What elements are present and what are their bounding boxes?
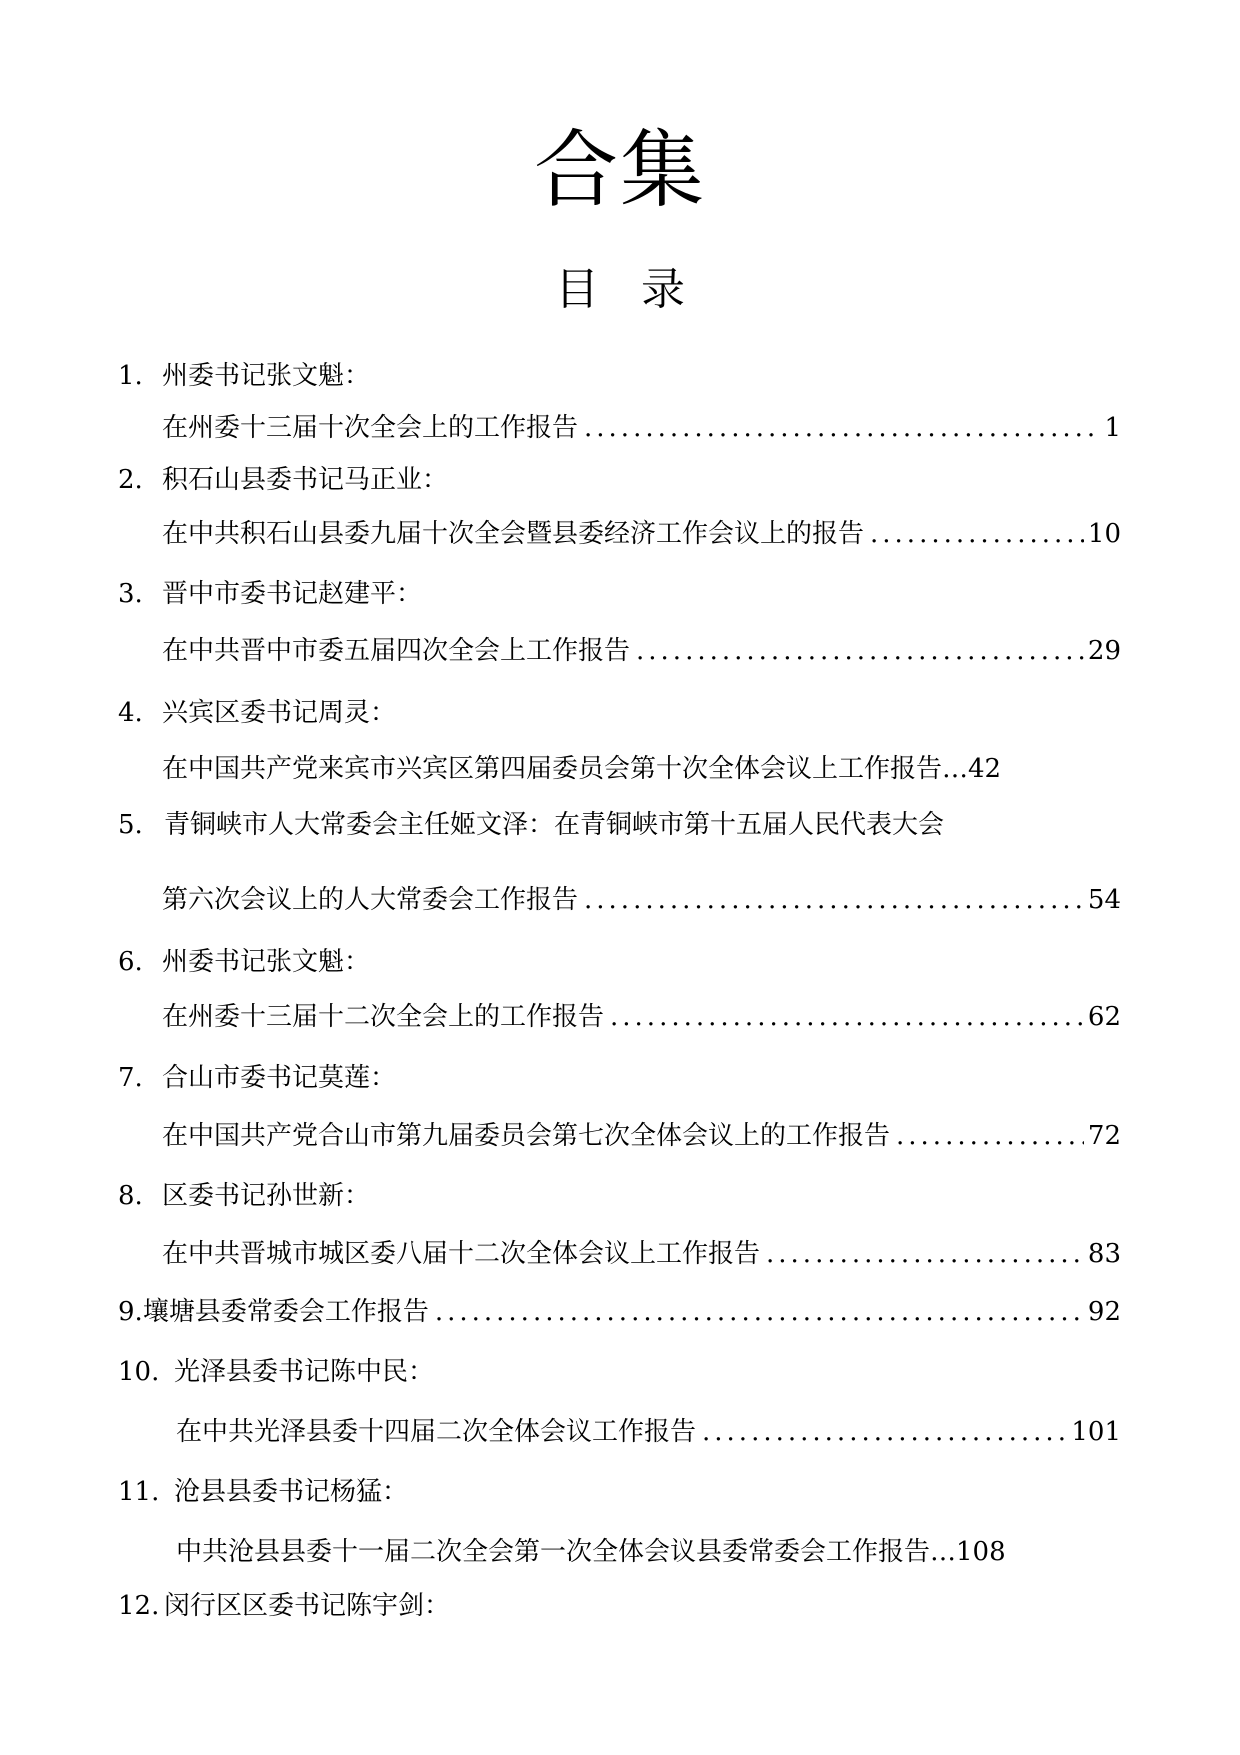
toc-entry-title: 在中共晋城市城区委八届十二次全体会议上工作报告 [162,1239,761,1269]
toc-entry-link[interactable] [176,1530,1121,1574]
toc-item-heading [118,803,944,847]
toc-item-number: 2. [118,465,143,495]
toc-item-number: 5. [118,810,143,840]
toc-item-author: 沧县县委书记杨猛： [174,1477,409,1507]
dot-leader [896,1114,1084,1158]
toc-entry-link[interactable] [162,406,1121,450]
toc-entry-title: 在中国共产党来宾市兴宾区第四届委员会第十次全体会议上工作报告 [162,754,943,784]
toc-entry-link[interactable] [162,878,1121,922]
dot-leader [766,1232,1084,1276]
toc-item-author: 晋中市委书记赵建平： [162,579,423,609]
toc-entry-title: 在州委十三届十次全会上的工作报告 [162,413,579,443]
toc-entry-link[interactable] [162,747,1121,791]
toc-entry-title: 壤塘县委常委会工作报告 [142,1297,429,1327]
toc-item-number: 3. [118,579,143,609]
toc-page-number: 54 [1087,885,1121,915]
toc-item-number: 4. [118,698,143,728]
toc-page-number: 10 [1087,519,1121,549]
toc-item-heading [118,458,448,502]
toc-item-number: 1. [118,361,143,391]
toc-item-heading [118,1350,434,1394]
toc-item-number: 12. [118,1591,160,1621]
toc-item-author: 闵行区区委书记陈宇剑： [164,1591,451,1621]
toc-item-author: 光泽县委书记陈中民： [174,1357,435,1387]
toc-item-heading [118,354,370,398]
toc-entry-link[interactable] [162,512,1121,556]
toc-item-heading [118,1470,408,1514]
toc-item-author: 青铜峡市人大常委会主任姬文泽：在青铜峡市第十五届人民代表大会 [164,810,945,840]
toc-item-author: 州委书记张文魁： [162,947,371,977]
toc-item-heading [118,1056,396,1100]
toc-entry-title: 在中共晋中市委五届四次全会上工作报告 [162,636,631,666]
toc-page-number: … 108 [930,1530,1006,1574]
toc-entry-title: 中共沧县县委十一届二次全会第一次全体会议县委常委会工作报告 [176,1537,931,1567]
dot-leader [636,629,1084,673]
toc-entry-link[interactable] [162,1232,1121,1276]
toc-page-number: 101 [1071,1417,1121,1447]
toc-entry-title: 在中共光泽县委十四届二次全体会议工作报告 [176,1417,697,1447]
toc-item-author: 兴宾区委书记周灵： [162,698,397,728]
toc-entry-title: 第六次会议上的人大常委会工作报告 [162,885,579,915]
toc-entry-link[interactable] [162,1114,1121,1158]
toc-item-heading [118,940,370,984]
toc-item-number: 10. [118,1357,160,1387]
toc-entry-title: 在中共积石山县委九届十次全会暨县委经济工作会议上的报告 [162,519,865,549]
toc-item-number: 9. [118,1297,143,1327]
dot-leader [435,1290,1084,1334]
toc-item-author: 积石山县委书记马正业： [162,465,449,495]
toc-page-number: 83 [1087,1239,1121,1269]
toc-entry-title: 在中国共产党合山市第九届委员会第七次全体会议上的工作报告 [162,1121,891,1151]
toc-item-author: 州委书记张文魁： [162,361,371,391]
dot-leader [584,878,1084,922]
toc-entry-link[interactable] [176,1410,1121,1454]
dot-leader [702,1410,1067,1454]
toc-item-number: 6. [118,947,143,977]
dot-leader [610,995,1084,1039]
toc-entry-link[interactable] [162,995,1121,1039]
toc-item-author: 区委书记孙世新： [162,1181,371,1211]
document-title: 合集 [533,121,706,219]
toc-item-heading [118,691,396,735]
toc-page-number: 62 [1087,1002,1121,1032]
toc-item-heading [118,572,422,616]
toc-item-number: 8. [118,1181,143,1211]
toc-entry-title: 在州委十三届十二次全会上的工作报告 [162,1002,605,1032]
toc-heading: 目 录 [555,264,685,315]
toc-page-number: … 42 [942,747,1001,791]
toc-item-heading [118,1584,450,1628]
toc-item-heading [118,1174,370,1218]
dot-leader [584,406,1100,450]
toc-item-author: 合山市委书记莫莲： [162,1063,397,1093]
toc-item-number: 11. [118,1477,160,1507]
toc-page-number: 92 [1087,1297,1121,1327]
toc-entry-link[interactable] [118,1290,1121,1334]
toc-page-number: 72 [1087,1121,1121,1151]
toc-entry-link[interactable] [162,629,1121,673]
dot-leader [870,512,1084,556]
toc-page-number: 1 [1104,413,1121,443]
toc-page-number: 29 [1087,636,1121,666]
toc-item-number: 7. [118,1063,143,1093]
